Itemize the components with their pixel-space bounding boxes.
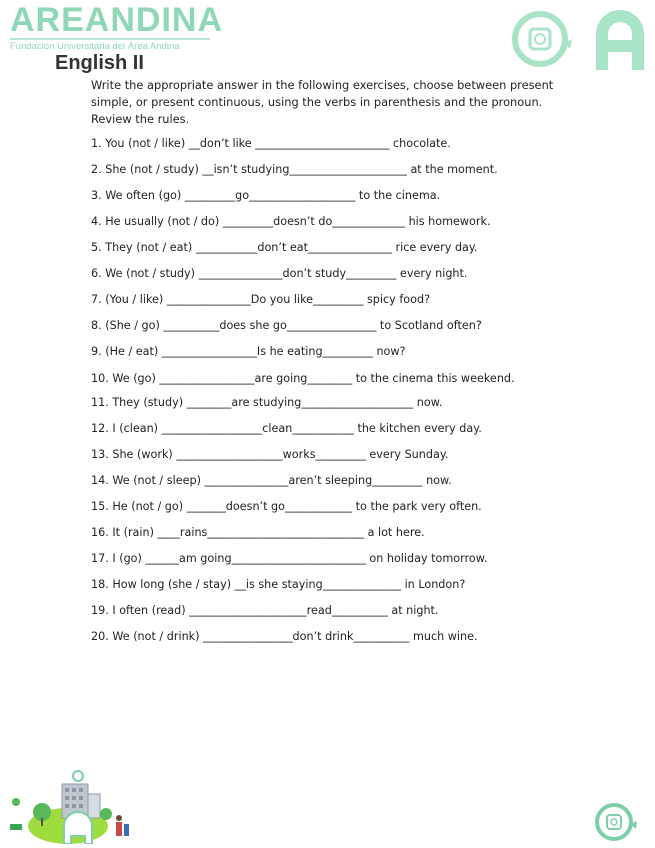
exercise-list xyxy=(91,137,561,644)
exercise-item: 4. He usually (not / do) _________doesn’t do_____________ his homework. xyxy=(91,215,491,228)
exercise-item: 19. I often (read) _____________________read__________ at night. xyxy=(91,604,439,617)
brand-subtitle: Fundación Universitaria del Área Andina xyxy=(10,38,210,52)
fingerprint-ring-icon xyxy=(506,8,578,70)
exercise-item: 7. (You / like) _______________Do you like_________ spicy food? xyxy=(91,293,431,306)
exercise-item: 13. She (work) ___________________works_________ every Sunday. xyxy=(91,448,449,461)
exercise-item: 1. You (not / like) __don’t like ________________________ chocolate. xyxy=(91,137,451,150)
exercise-item: 20. We (not / drink) ________________don’t drink__________ much wine. xyxy=(91,630,478,643)
exercise-item: 6. We (not / study) _______________don’t study_________ every night. xyxy=(91,267,468,280)
exercise-item: 18. How long (she / stay) __is she staying______________ in London? xyxy=(91,578,466,591)
exercise-item: 9. (He / eat) _________________Is he eating_________ now? xyxy=(91,345,406,358)
instructions: Write the appropriate answer in the following exercises, choose between present simple, or present continuous, using the verbs in parenthesis and the pronoun. Review the rules. xyxy=(91,78,554,126)
exercise-item: 10. We (go) _________________are going________ to the cinema this weekend. xyxy=(91,372,515,385)
exercise-item: 14. We (not / sleep) _______________aren’t sleeping_________ now. xyxy=(91,474,452,487)
campus-illustration-icon xyxy=(6,768,136,844)
exercise-item: 12. I (clean) __________________clean___________ the kitchen every day. xyxy=(91,422,482,435)
exercise-item: 5. They (not / eat) ___________don’t eat_______________ rice every day. xyxy=(91,241,478,254)
exercise-item: 3. We often (go) _________go___________________ to the cinema. xyxy=(91,189,441,202)
exercise-item: 8. (She / go) __________does she go________________ to Scotland often? xyxy=(91,319,482,332)
exercise-item: 16. It (rain) ____rains____________________________ a lot here. xyxy=(91,526,425,539)
exercise-item: 11. They (study) ________are studying____________________ now. xyxy=(91,396,443,409)
exercise-item: 17. I (go) ______am going________________________ on holiday tomorrow. xyxy=(91,552,488,565)
brand-name: AREANDINA xyxy=(10,1,223,39)
course-title: English II xyxy=(55,52,144,74)
exercise-item: 15. He (not / go) _______doesn’t go____________ to the park very often. xyxy=(91,500,482,513)
areandina-a-icon xyxy=(590,4,650,72)
exercise-item: 2. She (not / study) __isn’t studying_____________________ at the moment. xyxy=(91,163,498,176)
fingerprint-ring-small-icon xyxy=(588,800,648,844)
brand-logo xyxy=(10,1,223,52)
